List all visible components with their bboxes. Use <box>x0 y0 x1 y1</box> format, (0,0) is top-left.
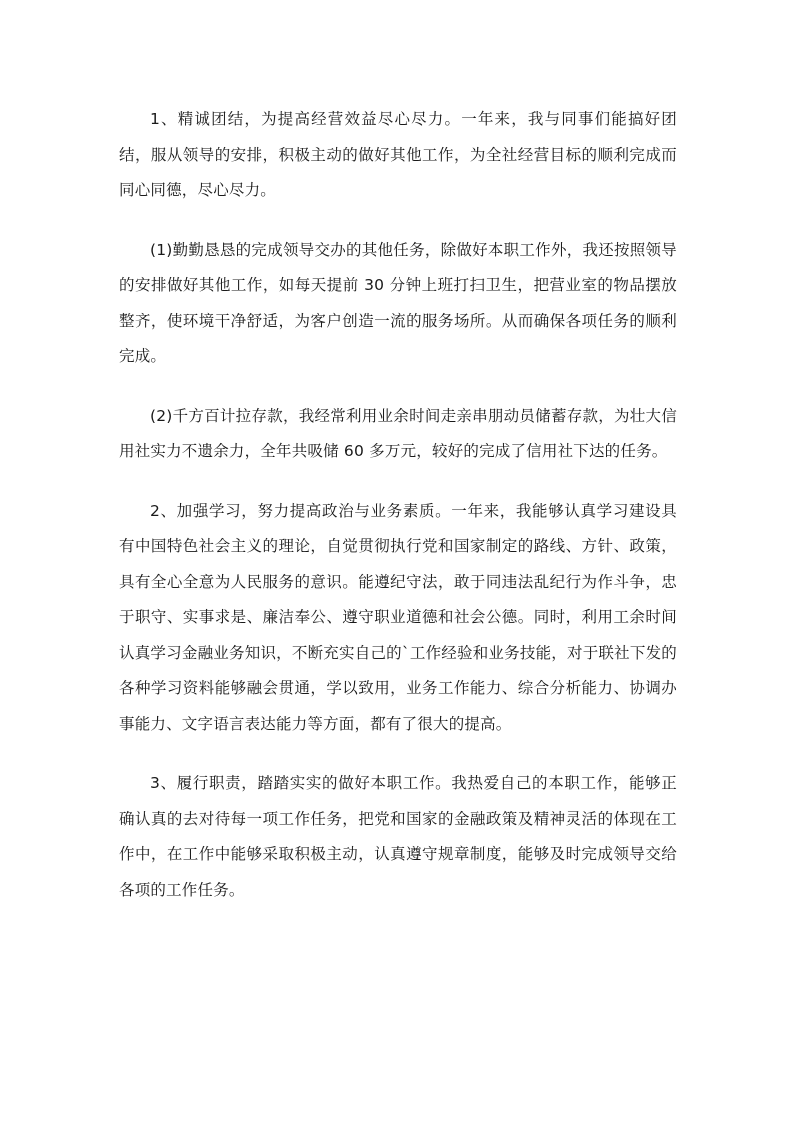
paragraph-gap <box>119 742 677 766</box>
paragraph-gap <box>119 470 677 494</box>
paragraph-3: (2)千方百计拉存款，我经常利用业余时间走亲串朋动员储蓄存款，为壮大信用社实力不遗余力，全年共吸储 60 多万元，较好的完成了信用社下达的任务。 <box>119 406 677 460</box>
document-body <box>119 102 677 908</box>
paragraph-gap <box>119 209 677 233</box>
paragraph-gap <box>119 375 677 399</box>
paragraph-4: 2、加强学习，努力提高政治与业务素质。一年来，我能够认真学习建设具有中国特色社会主义的理论，自觉贯彻执行党和国家制定的路线、方针、政策，具有全心全意为人民服务的意识。能遵纪守法，敢于同违法乱纪行为作斗争，忠于职守、实事求是、廉洁奉公、遵守职业道德和社会公德。同时，利用工余时间认真学习金融业务知识，不断充实自己的`工作经验和业务技能，对于联社下发的各种学习资料能够融会贯通，学以致用，业务工作能力、综合分析能力、协调办事能力、文字语言表达能力等方面，都有了很大的提高。 <box>119 501 677 733</box>
paragraph-2: (1)勤勤恳恳的完成领导交办的其他任务，除做好本职工作外，我还按照领导的安排做好其他工作，如每天提前 30 分钟上班打扫卫生，把营业室的物品摆放整齐，使环境干净舒适，为客户创造一流的服务场所。从而确保各项任务的顺利完成。 <box>119 240 677 365</box>
paragraph-1: 1、精诚团结，为提高经营效益尽心尽力。一年来，我与同事们能搞好团结，服从领导的安排，积极主动的做好其他工作，为全社经营目标的顺利完成而同心同德，尽心尽力。 <box>119 110 677 199</box>
paragraph-5: 3、履行职责，踏踏实实的做好本职工作。我热爱自己的本职工作，能够正确认真的去对待每一项工作任务，把党和国家的金融政策及精神灵活的体现在工作中，在工作中能够采取积极主动，认真遵守规章制度，能够及时完成领导交给各项的工作任务。 <box>119 774 677 899</box>
